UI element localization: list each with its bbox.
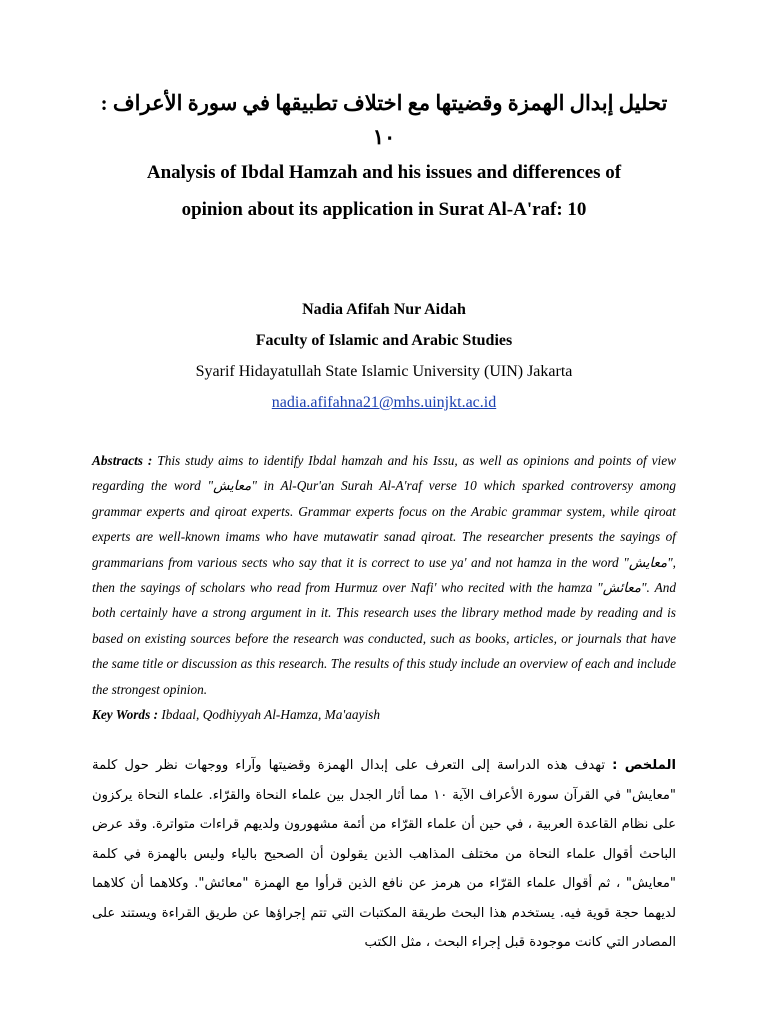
keywords-label: Key Words : [92,707,158,723]
english-title-line-1: Analysis of Ibdal Hamzah and his issues and differences of [146,162,622,183]
keywords-text: Ibdaal, Qodhiyyah Al-Hamza, Ma'aayish [158,707,380,723]
author-university: Syarif Hidayatullah State Islamic University (UIN) Jakarta [195,363,573,380]
author-email-link[interactable]: nadia.afifahna21@mhs.uinjkt.ac.id [271,394,497,411]
author-faculty: Faculty of Islamic and Arabic Studies [255,332,513,349]
keywords [92,702,676,727]
abstract-label: Abstracts : [92,453,153,468]
english-abstract [92,448,676,702]
arabic-title: تحليل إبدال الهمزة وقضيتها مع اختلاف تطبيقها في سورة الأعراف : ١٠ [100,91,668,149]
arabic-abstract [92,751,676,958]
arabic-abstract-label: الملخص : [612,758,676,774]
author-name: Nadia Afifah Nur Aidah [302,301,466,318]
abstract-text: This study aims to identify Ibdal hamzah and his Issu, as well as opinions and points of view regarding the word "معايش" in Al-Qur'an Surah Al-A'raf verse 10 which sparked controversy among grammar experts and qiroat experts. Grammar experts focus on the Arabic grammar system, while qiroat experts are well-known imams who have mutawatir sanad qiroat. The researcher presents the sayings of grammarians from various sects who say that it is correct to use ya' and not hamza in the word "معايش", then the sayings of scholars who read from Hurmuz over Nafi' who recited with the hamza "معائش". And both certainly have a strong argument in it. This research uses the library method made by reading and is based on existing sources before the research was conducted, such as books, articles, or journals that have the same title or discussion as this research. The results of this study include an overview of each and include the strongest opinion. [92,453,676,697]
author-block [92,294,676,418]
english-title-line-2: opinion about its application in Surat Al-A'raf: 10 [181,199,587,220]
arabic-abstract-text: تهدف هذه الدراسة إلى التعرف على إبدال الهمزة وقضيتها وآراء ووجهات نظر حول كلمة "معايش" في القرآن سورة الأعراف الآية ١٠ مما أثار الجدل بين علماء النحاة والقرّاء. علماء النحاة يركزون على نظام القاعدة العربية ، في حين أن علماء القرّاء من أئمة مشهورون ولديهم قراءات متواترة. وقد عرض الباحث أقوال علماء النحاة من مختلف المذاهب الذين يقولون أن الصحيح بالياء وليس بالهمزة في كلمة "معايش" ، ثم أقوال علماء القرّاء من هرمز عن نافع الذين قرأوا مع الهمزة "معائش". وكلاهما أن كلاهما لديهما حجة قوية فيه. يستخدم هذا البحث طريقة المكتبات التي تتم إجراؤها عن طريق القراءة ويستند على المصادر التي كانت موجودة قبل إجراء البحث ، مثل الكتب [92,758,676,951]
